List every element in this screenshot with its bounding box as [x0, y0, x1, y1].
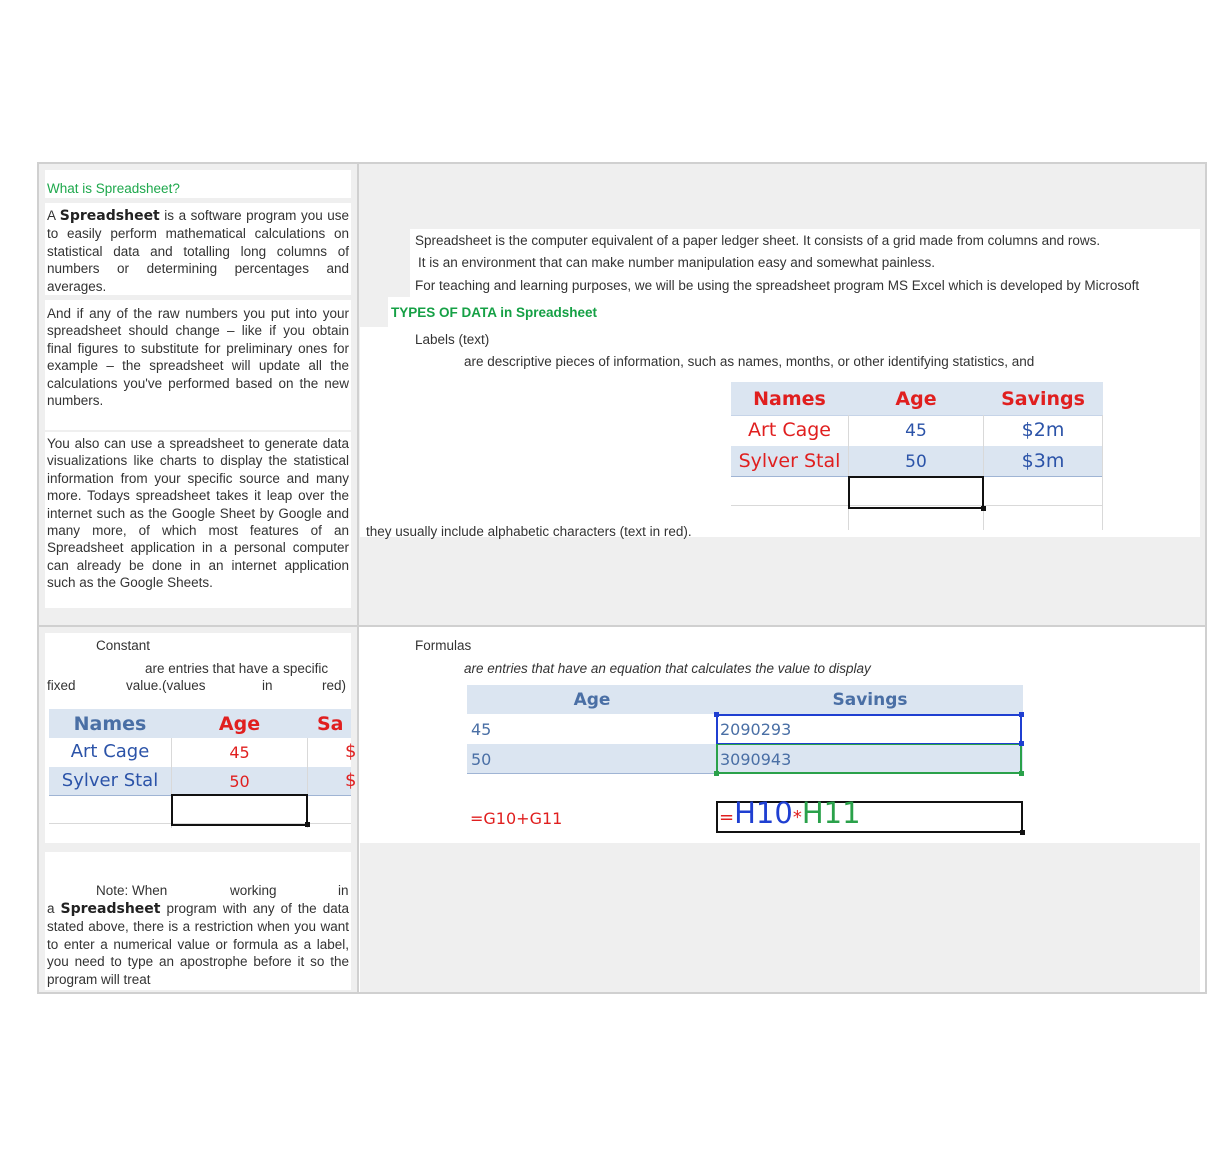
constant-desc-b2: value.(values [126, 678, 206, 693]
fill-handle[interactable] [1020, 830, 1025, 835]
cell-savings: $2m [1021, 419, 1065, 441]
cell-age: 45 [471, 720, 492, 739]
update-paragraph: And if any of the raw numbers you put into your spreadsheet should change – like if you obtain final figures to substitute for preliminary ones for example – the spreadsheet will update all the calculations you've performed based on the new numbers. [47, 306, 349, 409]
note-lead-a3: in [338, 883, 349, 898]
cell-age: 50 [229, 772, 250, 791]
note-lead-a2: working [230, 883, 277, 898]
header-savings: Savings [1001, 388, 1085, 410]
visualization-paragraph: You also can use a spreadsheet to generate data visualizations like charts to display the statistical information from your specific source and many more. Todays spreadsheet takes it leap over the internet such as the Google Sheet by Google and many more, of which most features of an Spreadsheet application in a personal computer can already be done in an internet application such as the Google Sheets. [47, 436, 349, 591]
lower-gray-area [360, 843, 1200, 992]
intro-pre: A [47, 208, 60, 223]
constant-desc-b3: in [262, 678, 273, 693]
definition-line-3: For teaching and learning purposes, we will be using the spreadsheet program MS Excel which is developed by Microsoft [415, 278, 1140, 293]
formula-sum: =G10+G11 [470, 809, 563, 828]
range-handle[interactable] [1019, 741, 1024, 746]
formula-operator: * [792, 807, 802, 828]
labels-continuation: they usually include alphabetic characters (text in red). [366, 524, 692, 539]
cell-savings: 2090293 [720, 720, 792, 739]
range-handle[interactable] [714, 712, 719, 717]
formula-equals: = [719, 807, 735, 828]
formulas-description: are entries that have an equation that calculates the value to display [464, 661, 871, 676]
col-divider [1102, 415, 1103, 530]
types-heading: TYPES OF DATA in Spreadsheet [391, 305, 598, 320]
formula-expression [719, 796, 861, 830]
selected-cell[interactable] [171, 794, 308, 826]
section-heading: What is Spreadsheet? [47, 181, 180, 196]
cell-savings-clipped: $ [345, 741, 357, 762]
cell-name: Sylver Stal [61, 770, 159, 791]
labels-table [731, 382, 1103, 530]
fill-handle[interactable] [305, 822, 310, 827]
cell-savings: 3090943 [720, 750, 792, 769]
cell-age: 45 [905, 421, 927, 441]
range-handle[interactable] [1019, 712, 1024, 717]
formula-ref-h11: H11 [801, 796, 861, 830]
range-handle[interactable] [714, 771, 719, 776]
formula-ref-h10: H10 [734, 796, 793, 830]
note-paragraph [47, 900, 349, 988]
types-gutter [360, 297, 388, 327]
selected-cell[interactable] [848, 476, 984, 509]
intro-post: is a software program you use to easily perform mathematical calculations on statistical data and totalling long columns of numbers or determining percentages and averages. [47, 208, 349, 294]
definition-line-1: Spreadsheet is the computer equivalent of a paper ledger sheet. It consists of a grid made from columns and rows. [415, 233, 1101, 248]
cell-savings-clipped: $ [345, 770, 357, 791]
fill-handle[interactable] [981, 506, 986, 511]
row-divider [731, 415, 1103, 416]
cell-name: Sylver Stal [738, 450, 841, 472]
range-handle[interactable] [1019, 771, 1024, 776]
constant-desc-b4: red) [322, 678, 347, 693]
header-age: Age [573, 690, 611, 710]
intro-paragraph [47, 207, 349, 295]
labels-title: Labels (text) [415, 332, 490, 347]
note-pre: a [47, 901, 61, 916]
cell-age: 50 [905, 452, 927, 472]
cell-name: Art Cage [748, 419, 831, 441]
constant-desc-a: are entries that have a specific [145, 661, 329, 676]
constant-title: Constant [96, 638, 151, 653]
constant-table [49, 709, 357, 827]
header-savings: Savings [832, 690, 908, 710]
header-names: Names [753, 388, 826, 410]
definition-line-2: It is an environment that can make number manipulation easy and somewhat painless. [418, 255, 936, 270]
cell-age: 50 [471, 750, 492, 769]
header-age: Age [218, 713, 261, 735]
spreadsheet-term: Spreadsheet [60, 901, 161, 917]
formulas-title: Formulas [415, 638, 472, 653]
cell-savings: $3m [1021, 450, 1065, 472]
header-names: Names [73, 713, 147, 735]
note-lead-a1: Note: When [96, 883, 168, 898]
constant-desc-b1: fixed [47, 678, 76, 693]
header-savings-clipped: Sa [317, 713, 344, 735]
cell-age: 45 [229, 743, 250, 762]
note-post: program with any of the data stated above, there is a restriction when you want to enter a numerical value or formula as a label, you need to type an apostrophe before it so the program will treat [47, 901, 349, 987]
spreadsheet-term: Spreadsheet [59, 208, 160, 224]
formulas-table [467, 685, 1027, 835]
labels-description: are descriptive pieces of information, such as names, months, or other identifying statistics, and [464, 354, 1035, 369]
cell-name: Art Cage [70, 741, 150, 762]
header-age: Age [895, 388, 937, 410]
